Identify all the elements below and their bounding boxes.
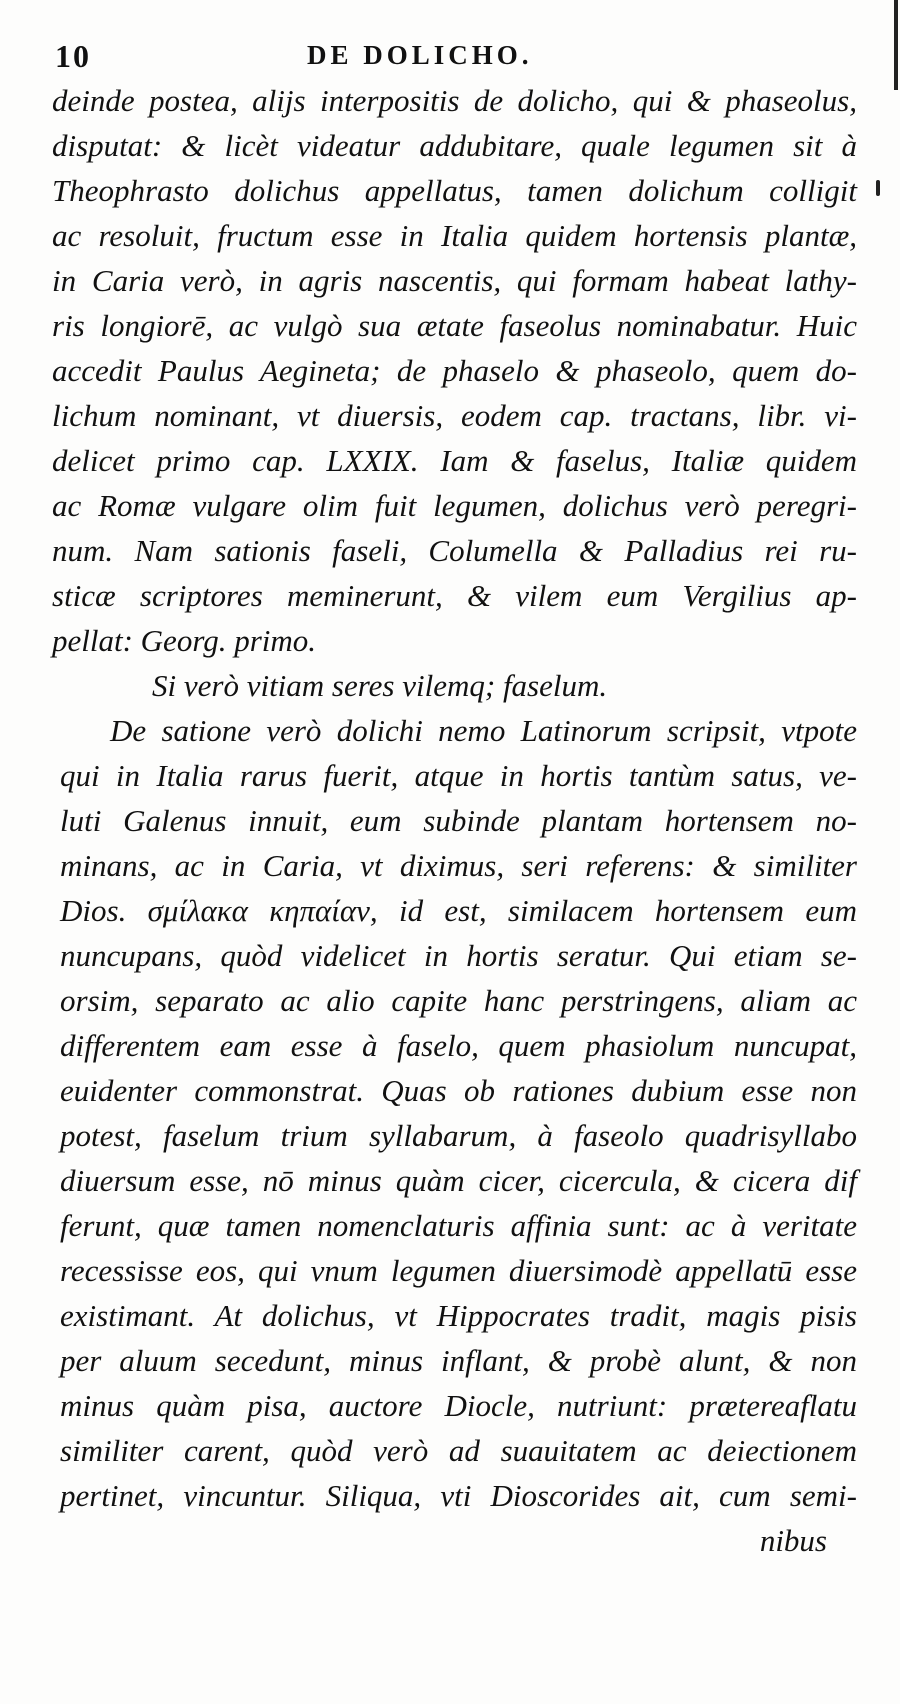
text-line: pertinet, vincuntur. Siliqua, vti Dioscorides ait, cum semi- bbox=[60, 1478, 857, 1513]
text-line: lichum nominant, vt diuersis, eodem cap. tractans, libr. vi- bbox=[52, 398, 857, 433]
running-head: DE DOLICHO. bbox=[307, 40, 533, 70]
page-number: 10 bbox=[55, 38, 91, 74]
verse-quotation: Si verò vitiam seres vilemq; faselum. bbox=[152, 668, 608, 703]
text-line: disputat: & licèt videatur addubitare, quale legumen sit à bbox=[52, 128, 857, 163]
text-line: pellat: Georg. primo. bbox=[52, 623, 317, 658]
text-line: delicet primo cap. LXXIX. Iam & faselus, Italiæ quidem bbox=[52, 443, 857, 478]
text-line: qui in Italia rarus fuerit, atque in hortis tantùm satus, ve- bbox=[60, 758, 857, 793]
text-line: ac Romæ vulgare olim fuit legumen, dolichus verò peregri- bbox=[52, 488, 857, 523]
text-line: ac resoluit, fructum esse in Italia quidem hortensis plantæ, bbox=[52, 218, 857, 253]
text-line: Theophrasto dolichus appellatus, tamen dolichum colligit bbox=[52, 173, 857, 208]
text-line: num. Nam sationis faseli, Columella & Palladius rei ru- bbox=[52, 533, 857, 568]
body-text bbox=[52, 78, 857, 1563]
text-line: orsim, separato ac alio capite hanc perstringens, aliam ac bbox=[60, 983, 857, 1018]
margin-mark bbox=[876, 180, 880, 196]
text-line: diuersum esse, nō minus quàm cicer, cicercula, & cicera dif bbox=[60, 1163, 857, 1198]
text-line: similiter carent, quòd verò ad suauitatem ac deiectionem bbox=[60, 1433, 857, 1468]
text-line: accedit Paulus Aegineta; de phaselo & phaseolo, quem do- bbox=[52, 353, 857, 388]
text-line: deinde postea, alijs interpositis de dolicho, qui & phaseolus, bbox=[52, 83, 857, 118]
page-header bbox=[55, 38, 845, 78]
text-line: differentem eam esse à faselo, quem phasiolum nuncupat, bbox=[60, 1028, 857, 1063]
text-line: ris longiorē, ac vulgò sua ætate faseolus nominabatur. Huic bbox=[52, 308, 857, 343]
text-line: existimant. At dolichus, vt Hippocrates tradit, magis pisis bbox=[60, 1298, 857, 1333]
text-line: minus quàm pisa, auctore Diocle, nutriunt: prætereaflatu bbox=[60, 1388, 857, 1423]
text-line: recessisse eos, qui vnum legumen diuersimodè appellatū esse bbox=[60, 1253, 857, 1288]
text-line: per aluum secedunt, minus inflant, & probè alunt, & non bbox=[60, 1343, 857, 1378]
text-line: nuncupans, quòd videlicet in hortis seratur. Qui etiam se- bbox=[60, 938, 857, 973]
text-line: in Caria verò, in agris nascentis, qui formam habeat lathy- bbox=[52, 263, 857, 298]
page-edge-shadow bbox=[894, 0, 898, 90]
text-line: potest, faselum trium syllabarum, à faseolo quadrisyllabo bbox=[60, 1118, 857, 1153]
text-line: euidenter commonstrat. Quas ob rationes dubium esse non bbox=[60, 1073, 857, 1108]
text-line: luti Galenus innuit, eum subinde plantam hortensem no- bbox=[60, 803, 857, 838]
text-line: minans, ac in Caria, vt diximus, seri referens: & similiter bbox=[60, 848, 857, 883]
catchword: nibus bbox=[759, 1523, 827, 1558]
paragraph-first-line: De satione verò dolichi nemo Latinorum scripsit, vtpote bbox=[110, 713, 857, 748]
text-line: sticæ scriptores meminerunt, & vilem eum Vergilius ap- bbox=[52, 578, 857, 613]
text-line: ferunt, quæ tamen nomenclaturis affinia sunt: ac à veritate bbox=[60, 1208, 857, 1243]
text-line: Dios. σμίλακα κηπαίαν, id est, similacem hortensem eum bbox=[60, 893, 857, 928]
